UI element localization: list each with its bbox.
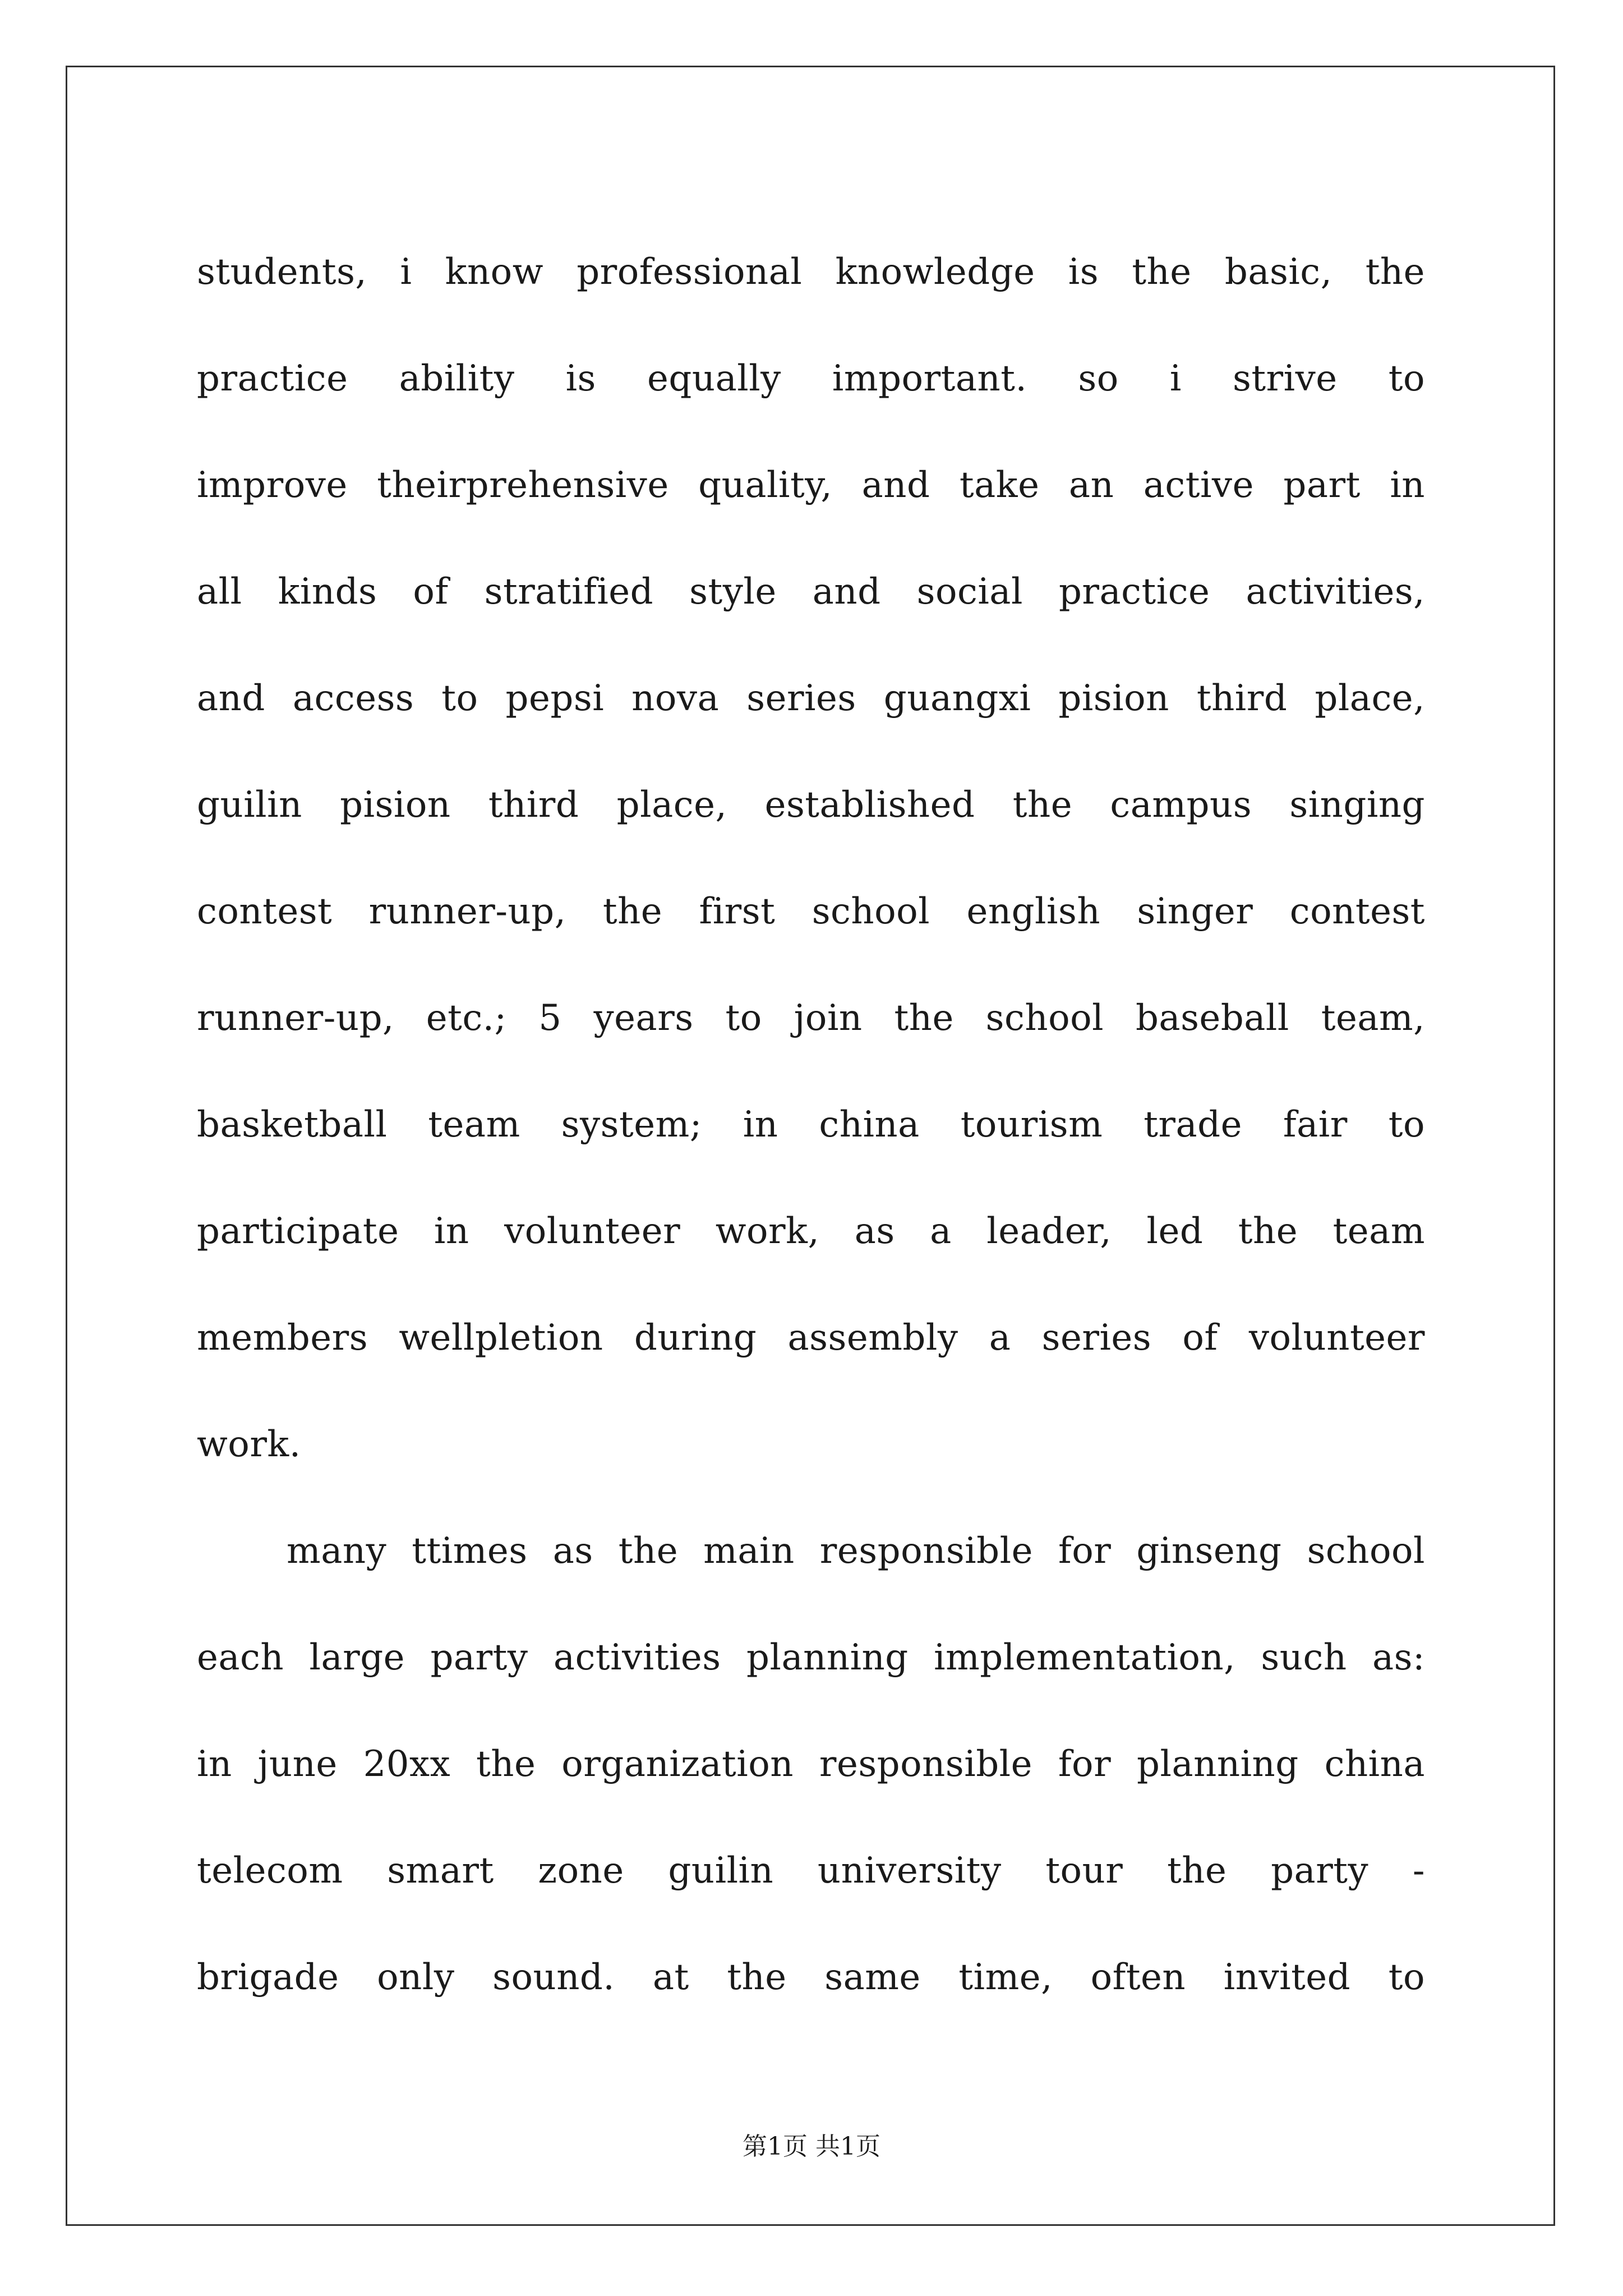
text-line: runner-up, etc.; 5 years to join the school baseball team, <box>197 997 1425 1039</box>
text-line: basketball team system; in china tourism trade fair to <box>197 1104 1425 1145</box>
text-line: improve theirprehensive quality, and take an active part in <box>197 464 1425 506</box>
paragraph-first-line: many ttimes as the main responsible for ginseng school <box>287 1530 1425 1572</box>
text-line: practice ability is equally important. so i strive to <box>197 358 1425 399</box>
page-number-footer: 第1页 共1页 <box>743 2132 880 2161</box>
text-line: and access to pepsi nova series guangxi pision third place, <box>197 678 1425 719</box>
text-line: all kinds of stratified style and social practice activities, <box>197 571 1425 613</box>
text-line: work. <box>197 1424 301 1465</box>
text-line: students, i know professional knowledge is the basic, the <box>197 251 1425 293</box>
document-body <box>197 219 1425 2031</box>
text-line: members wellpletion during assembly a series of volunteer <box>197 1317 1425 1359</box>
text-line: participate in volunteer work, as a leader, led the team <box>197 1211 1425 1252</box>
text-line: brigade only sound. at the same time, often invited to <box>197 1957 1425 1998</box>
text-line: each large party activities planning implementation, such as: <box>197 1637 1425 1678</box>
text-line: guilin pision third place, established the campus singing <box>197 784 1425 826</box>
text-line: telecom smart zone guilin university tour the party - <box>197 1850 1425 1892</box>
text-line: in june 20xx the organization responsible for planning china <box>197 1743 1425 1785</box>
text-line: contest runner-up, the first school english singer contest <box>197 891 1425 932</box>
